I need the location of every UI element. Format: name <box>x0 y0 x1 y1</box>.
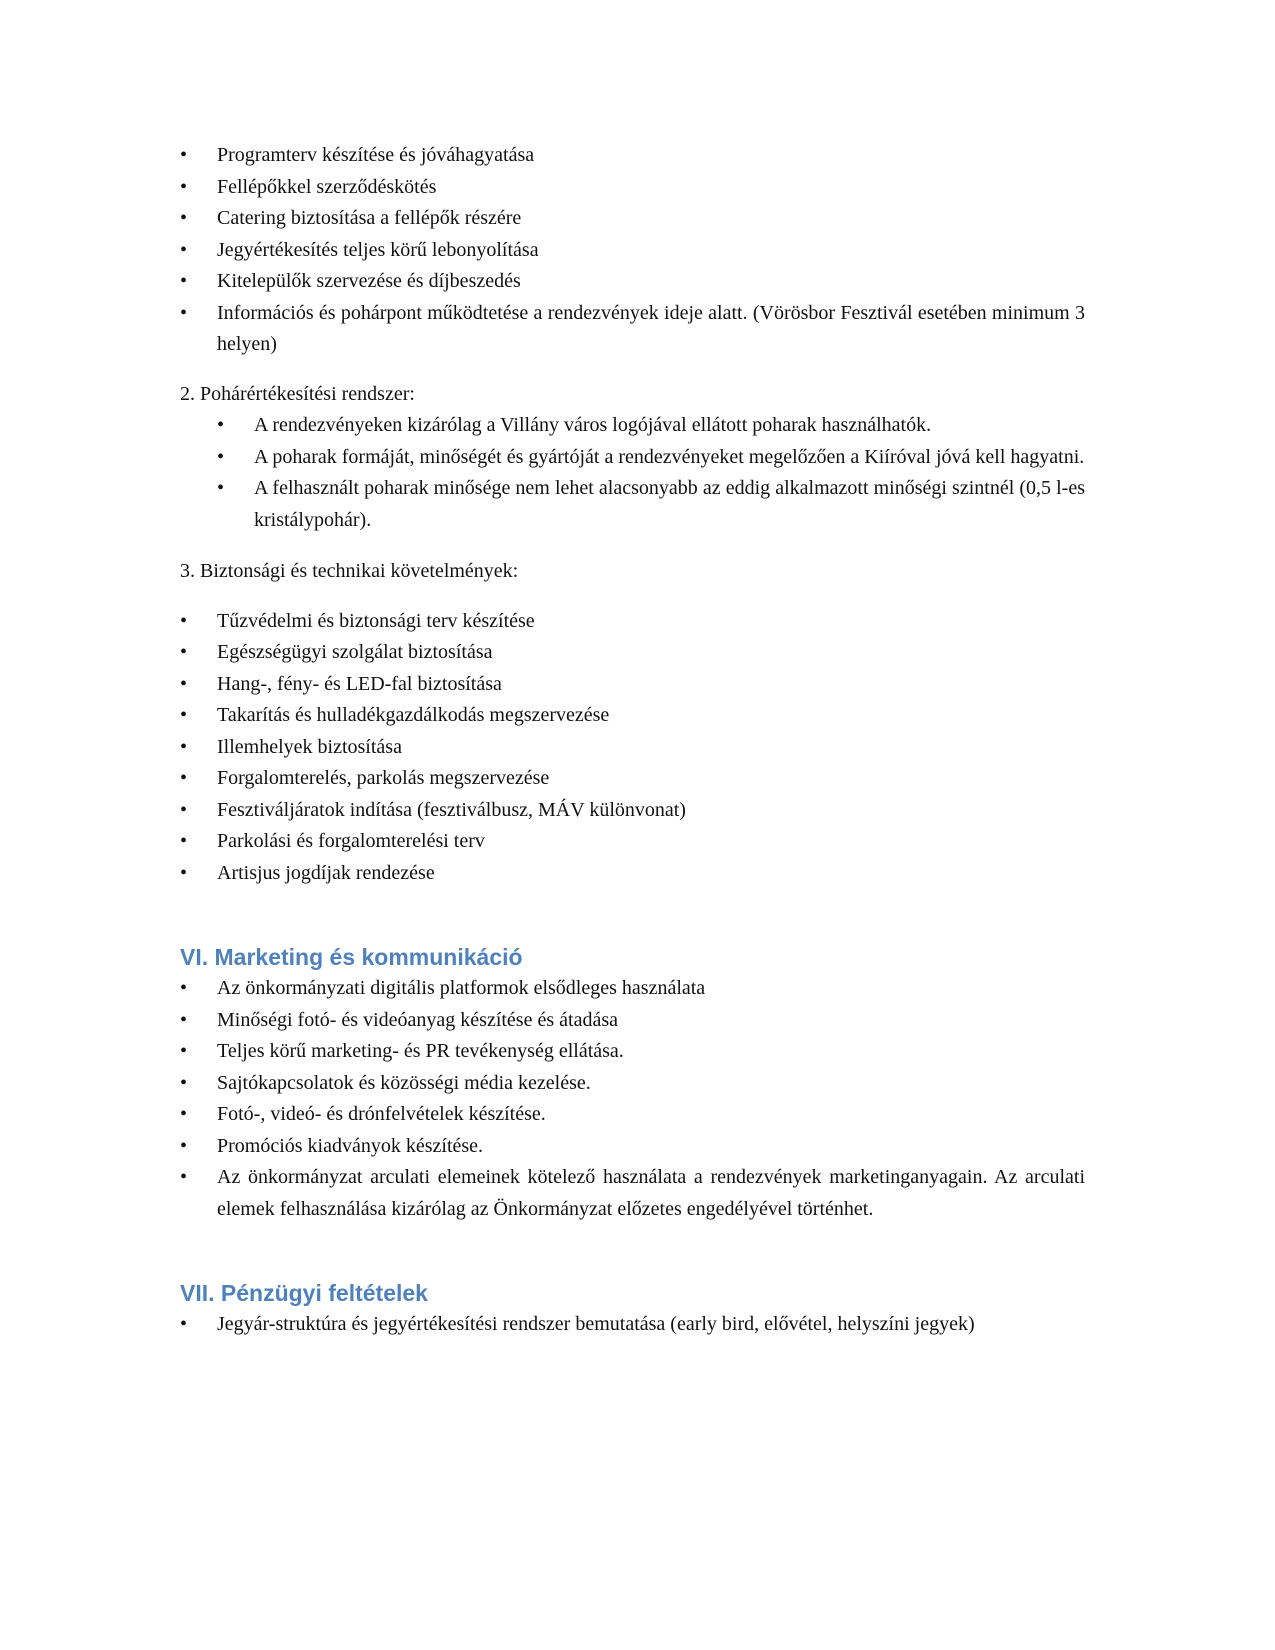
list-item: • Parkolási és forgalomterelési terv <box>180 826 1085 858</box>
section-6-list <box>180 973 1085 1225</box>
list-item: • A felhasznált poharak minősége nem lehet alacsonyabb az eddig alkalmazott minőségi szintnél (0,5 l-es kristálypohár). <box>217 473 1085 536</box>
list-item: • Fotó-, videó- és drónfelvételek készítése. <box>180 1099 1085 1131</box>
section-7-heading: VII. Pénzügyi feltételek <box>180 1280 428 1306</box>
section-7-list <box>180 1309 1085 1341</box>
list-item: • Az önkormányzati digitális platformok elsődleges használata <box>180 973 1085 1005</box>
bullet-icon: • <box>180 672 188 695</box>
bullet-icon: • <box>180 1071 188 1094</box>
bullet-icon: • <box>180 301 188 324</box>
list-item: • Catering biztosítása a fellépők részére <box>180 203 1085 235</box>
bullet-icon: • <box>180 1166 188 1188</box>
bullet-icon: • <box>180 641 188 663</box>
list-item: • Fesztiváljáratok indítása (fesztiválbusz, MÁV különvonat) <box>180 795 1085 827</box>
bullet-icon: • <box>180 1040 188 1062</box>
bullet-icon: • <box>180 861 188 884</box>
bullet-icon: • <box>217 414 225 436</box>
list-item: • A rendezvényeken kizárólag a Villány város logójával ellátott poharak használhatók. <box>217 410 1085 442</box>
list-item: • A poharak formáját, minőségét és gyártóját a rendezvényeket megelőzően a Kiíróval jóvá kell hagyatni. <box>217 442 1085 474</box>
bullet-icon: • <box>180 1134 188 1157</box>
section-2-list <box>217 410 1085 536</box>
bullet-icon: • <box>180 977 188 999</box>
bullet-icon: • <box>217 445 225 468</box>
list-item: • Teljes körű marketing- és PR tevékenység ellátása. <box>180 1036 1085 1068</box>
list-item: • Kitelepülők szervezése és díjbeszedés <box>180 266 1085 298</box>
list-item: • Egészségügyi szolgálat biztosítása <box>180 637 1085 669</box>
document-page <box>180 140 1085 1341</box>
list-item: • Artisjus jogdíjak rendezése <box>180 858 1085 890</box>
bullet-icon: • <box>180 175 188 198</box>
list-item: • Minőségi fotó- és videóanyag készítése és átadása <box>180 1005 1085 1037</box>
bullet-icon: • <box>180 270 188 292</box>
list-item: • Sajtókapcsolatok és közösségi média kezelése. <box>180 1068 1085 1100</box>
list-item: • Információs és pohárpont működtetése a rendezvények ideje alatt. (Vörösbor Fesztivál esetében minimum 3 helyen) <box>180 298 1085 361</box>
list-item: • Jegyár-struktúra és jegyértékesítési rendszer bemutatása (early bird, elővétel, helyszíni jegyek) <box>180 1309 1085 1341</box>
section-6-heading: VI. Marketing és kommunikáció <box>180 944 523 970</box>
bullet-icon: • <box>180 767 188 789</box>
bullet-icon: • <box>180 1008 188 1031</box>
list-item: • Illemhelyek biztosítása <box>180 732 1085 764</box>
list-item: • Az önkormányzat arculati elemeinek kötelező használata a rendezvények marketinganyagain. Az arculati elemek felhasználása kizárólag az Önkormányzat előzetes engedélyével történhet. <box>180 1162 1085 1225</box>
section-3-list <box>180 606 1085 890</box>
bullet-icon: • <box>180 798 188 821</box>
list-item: • Takarítás és hulladékgazdálkodás megszervezése <box>180 700 1085 732</box>
bullet-icon: • <box>180 704 188 726</box>
bullet-icon: • <box>180 609 188 632</box>
bullet-icon: • <box>180 830 188 852</box>
section-2-title: 2. Pohárértékesítési rendszer: <box>180 382 415 405</box>
bullet-icon: • <box>180 1313 188 1335</box>
bullet-icon: • <box>180 207 188 229</box>
list-item: • Programterv készítése és jóváhagyatása <box>180 140 1085 172</box>
list-item: • Hang-, fény- és LED-fal biztosítása <box>180 669 1085 701</box>
top-task-list <box>180 140 1085 361</box>
list-item: • Tűzvédelmi és biztonsági terv készítése <box>180 606 1085 638</box>
bullet-icon: • <box>217 477 225 499</box>
bullet-icon: • <box>180 238 188 261</box>
bullet-icon: • <box>180 144 188 166</box>
bullet-icon: • <box>180 1103 188 1125</box>
list-item: • Fellépőkkel szerződéskötés <box>180 172 1085 204</box>
list-item: • Jegyértékesítés teljes körű lebonyolítása <box>180 235 1085 267</box>
bullet-icon: • <box>180 735 188 758</box>
section-3-title: 3. Biztonsági és technikai követelmények: <box>180 560 519 582</box>
list-item: • Promóciós kiadványok készítése. <box>180 1131 1085 1163</box>
list-item: • Forgalomterelés, parkolás megszervezése <box>180 763 1085 795</box>
